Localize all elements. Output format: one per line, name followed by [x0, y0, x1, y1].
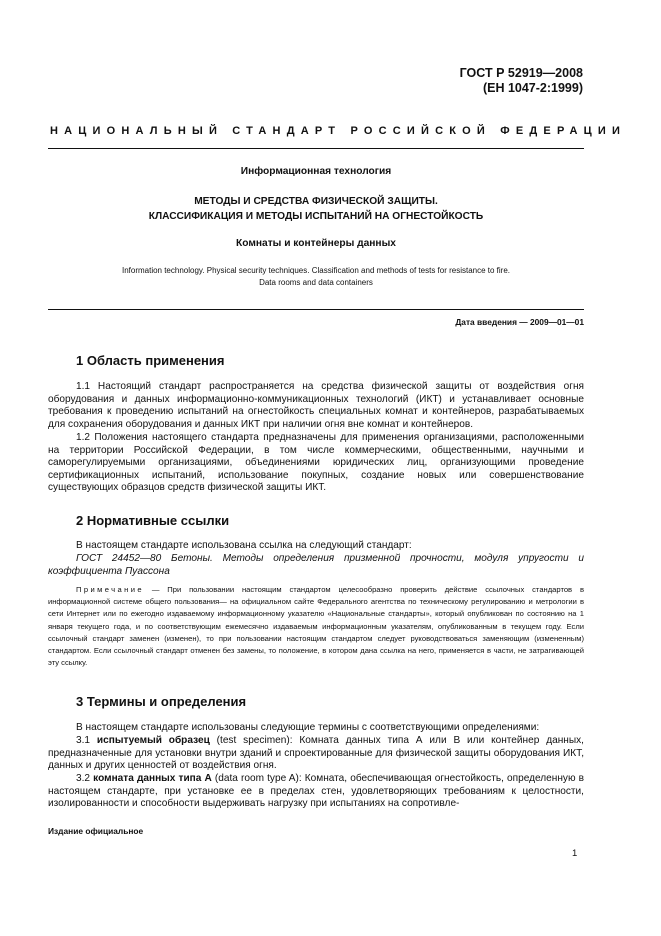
term-3-2-definition: (data room type A): Комната, обеспечивающая огнестойкость, определенную в настоящем стандарте, при установке ее в пределах стен, удовлетворяющих требованиям к целостности, изолированности и способности выдерживать нагрузку при испытаниях на сопротивле-	[48, 773, 584, 810]
note-label: Примечание	[76, 585, 144, 594]
national-standard-banner: НАЦИОНАЛЬНЫЙ СТАНДАРТ РОССИЙСКОЙ ФЕДЕРАЦИИ	[50, 125, 627, 137]
english-title-line2: Data rooms and data containers	[259, 278, 373, 287]
main-title-line1: МЕТОДЫ И СРЕДСТВА ФИЗИЧЕСКОЙ ЗАЩИТЫ.	[194, 196, 438, 207]
term-3-2	[48, 773, 584, 811]
topic-title: Информационная технология	[240, 166, 392, 177]
header-divider	[48, 148, 584, 149]
section-3-paragraph-1: В настоящем стандарте использованы следующие термины с соответствующими определениями:	[76, 722, 540, 733]
introduction-date: Дата введения — 2009—01—01	[455, 317, 584, 327]
section-3-heading: 3 Термины и определения	[76, 694, 247, 709]
main-title-line2: КЛАССИФИКАЦИЯ И МЕТОДЫ ИСПЫТАНИЙ НА ОГНЕСТОЙКОСТЬ	[148, 211, 484, 222]
term-3-1	[48, 735, 584, 773]
page-number: 1	[572, 848, 578, 859]
term-3-2-number: 3.2	[76, 773, 91, 784]
subtitle: Комнаты и контейнеры данных	[236, 238, 396, 249]
english-title-line1: Information technology. Physical security techniques. Classification and methods of tests for resistance to fire.	[121, 266, 511, 275]
section-1-paragraph-2: 1.2 Положения настоящего стандарта предназначены для применения организациями, расположенными на территории Российской Федерации, в том числе коммерческими, общественными, научными и саморегулируемыми организациями, объединениями юридических лиц, организующими проведение сертификационных испытаний, использование покупных, создание новых или совершенствование существующих образцов средств физической защиты ИКТ.	[48, 432, 584, 494]
section-2-paragraph-1: В настоящем стандарте использована ссылка на следующий стандарт:	[76, 540, 412, 551]
term-3-2-term: комната данных типа А	[93, 773, 212, 784]
standard-code: ГОСТ Р 52919—2008	[459, 66, 583, 80]
normative-reference: ГОСТ 24452—80 Бетоны. Методы определения призменной прочности, модуля упругости и коэффициента Пуассона	[48, 553, 584, 577]
en-code: (ЕН 1047-2:1999)	[482, 81, 583, 95]
section-1-paragraph-1: 1.1 Настоящий стандарт распространяется на средства физической защиты от воздействия огня оборудования и данных информационно-коммуникационных технологий (ИКТ) и устанавливает основные требования к проведению испытаний на огнестойкость специальных комнат и контейнеров, разрабатываемых для сохранения оборудования и данных ИКТ при наличии огня вне комнат и контейнеров.	[48, 381, 584, 430]
section-1-heading: 1 Область применения	[76, 353, 225, 368]
note-text: — При пользовании настоящим стандартом целесообразно проверить действие ссылочных стандартов в информационной системе общего пользования— на официальном сайте Федерального агентства по техническому регулированию и метрологии в сети Интернет или по ежегодно издаваемому информационному указателю «Национальные стандарты», который опубликован по состоянию на 1 января текущего года, и по соответствующим ежемесячно издаваемым информационным указателям, опубликованным в текущем году. Если ссылочный стандарт заменен (изменен), то при пользовании настоящим стандартом следует руководствоваться заменяющим (измененным) стандартом. Если ссылочный стандарт отменен без замены, то положение, в котором дана ссылка на него, применяется в части, не затрагивающей эту ссылку.	[48, 585, 584, 668]
term-3-1-definition: (test specimen): Комната данных типа А или В или контейнер данных, предназначенные для установки внутри зданий и спроектированные для физической защиты оборудования ИКТ, данных и других ценностей от воздействия огня.	[48, 735, 584, 772]
official-edition-label: Издание официальное	[48, 826, 144, 836]
term-3-1-number: 3.1	[76, 735, 91, 746]
term-3-1-term: испытуемый образец	[96, 735, 210, 746]
title-divider	[48, 309, 584, 310]
section-2-heading: 2 Нормативные ссылки	[76, 513, 230, 528]
section-2-note	[48, 584, 584, 669]
